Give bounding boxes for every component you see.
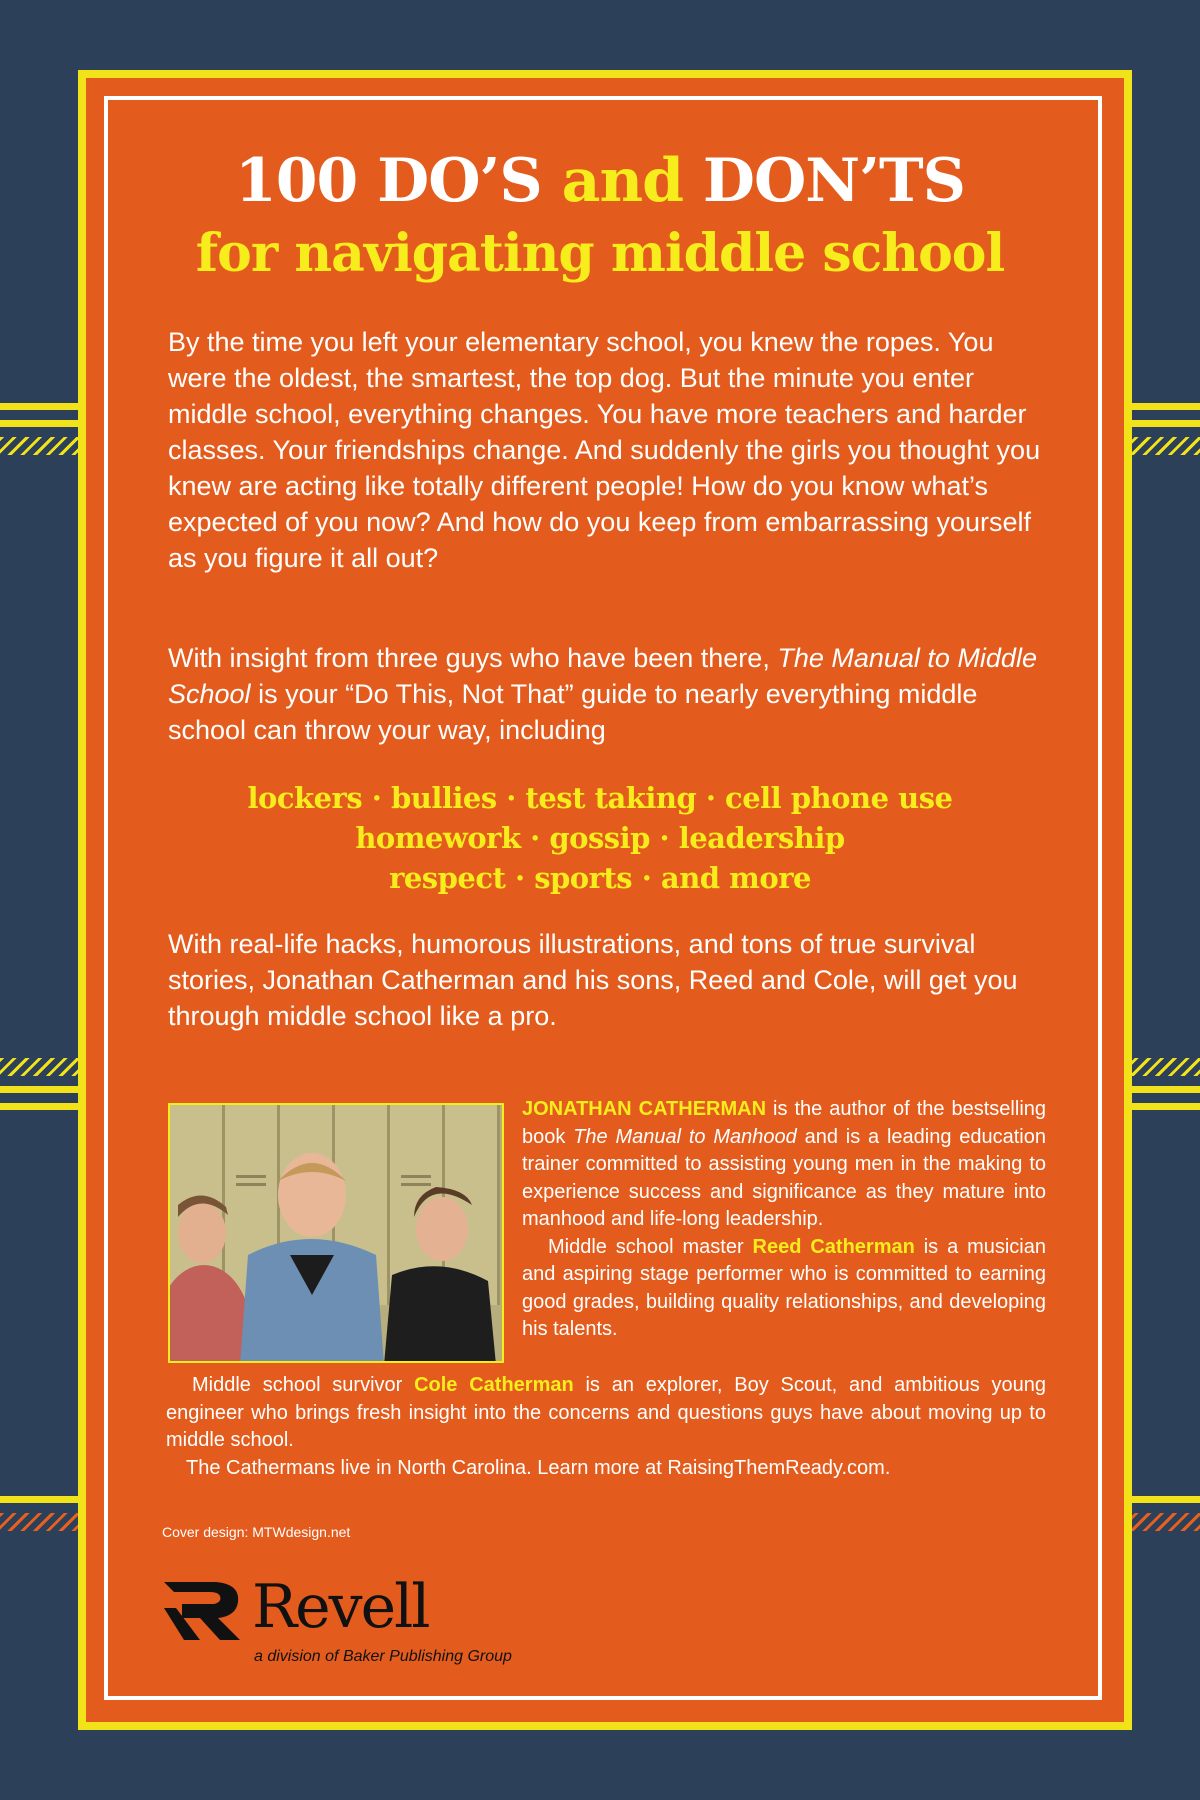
paragraph-2-rest: is your “Do This, Not That” guide to nearly everything middle school can throw your way, including [168, 679, 978, 745]
headline-dos: 100 DO’S [235, 146, 562, 216]
reed-name: Reed Catherman [752, 1235, 915, 1258]
description-paragraph-3: With real-life hacks, humorous illustrations, and tons of true survival stories, Jonathan Catherman and his sons, Reed and Cole, will get you through middle school like a pro. [168, 929, 1018, 1031]
jonathan-bio-text: is the author of the bestselling book [522, 1098, 1047, 1148]
topics-line: lockers · bullies · test taking · cell phone use [247, 781, 953, 815]
jonathan-bio-text: and is a leading education trainer committed to assisting young men in the making to experience success and significance as they mature into manhood and life-long leadership. [522, 1125, 1046, 1230]
revell-r-logo-icon [160, 1578, 244, 1644]
author-bio-jonathan-reed [522, 1096, 1046, 1344]
cole-bio-prefix: Middle school survivor [192, 1374, 415, 1396]
paragraph-2-intro: With insight from three guys who have been there, [168, 643, 778, 673]
jonathan-name: JONATHAN CATHERMAN [522, 1098, 767, 1120]
author-bio-cole [166, 1372, 1046, 1482]
reed-bio-text: is a musician and aspiring stage performer who is committed to earning good grades, building quality relationships, and developing his talents. [522, 1235, 1046, 1340]
book-title: The Manual to Middle School [168, 643, 1037, 709]
jonathan-book-title: The Manual to Manhood [573, 1125, 797, 1148]
headline-line-2: for navigating middle school [195, 223, 1005, 284]
closing-line: The Cathermans live in North Carolina. Learn more at RaisingThemReady.com. [186, 1456, 891, 1479]
cole-name: Cole Catherman [414, 1374, 574, 1396]
topics-line: respect · sports · and more [389, 861, 811, 895]
headline-donts: DON’TS [683, 146, 965, 216]
publisher-logo [160, 1574, 520, 1674]
reed-bio-prefix: Middle school master [548, 1235, 753, 1258]
topics-line: homework · gossip · leadership [355, 821, 845, 855]
headline-and: and [561, 146, 684, 216]
topics-list [150, 778, 1050, 898]
cover-design-credit: Cover design: MTWdesign.net [162, 1524, 351, 1540]
author-photo [168, 1103, 504, 1363]
description-paragraph-1: By the time you left your elementary school, you knew the ropes. You were the oldest, the smartest, the top dog. But the minute you enter middle school, everything changes. You have more teachers and harder classes. Your friendships change. And suddenly the girls you thought you knew are acting like totally different people! How do you know what’s expected of you now? And how do you keep from embarrassing yourself as you figure it all out? [168, 327, 1041, 573]
cole-bio-text: is an explorer, Boy Scout, and ambitious young engineer who brings fresh insight into the concerns and questions guys have about moving up to middle school. [166, 1374, 1046, 1451]
publisher-tagline: a division of Baker Publishing Group [254, 1648, 512, 1665]
description-paragraph-2 [168, 640, 1048, 748]
headline-line-1 [100, 146, 1100, 216]
publisher-name: Revell [252, 1572, 429, 1642]
